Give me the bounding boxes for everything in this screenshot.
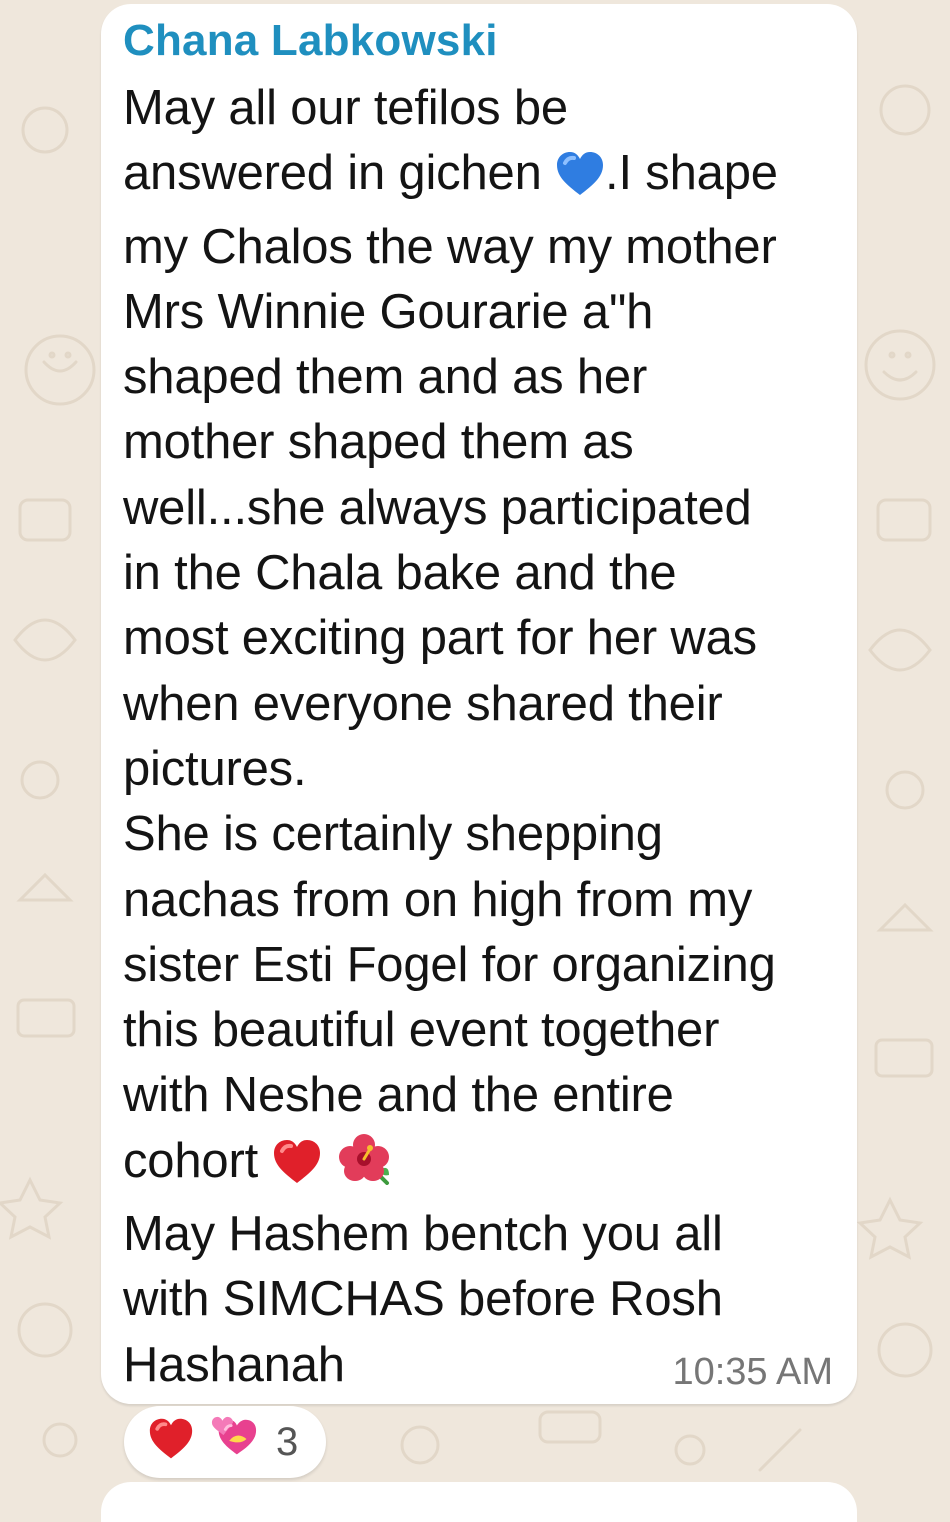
message-text bbox=[123, 76, 835, 1398]
message-line: Mrs Winnie Gourarie a"h bbox=[123, 284, 654, 339]
message-line bbox=[123, 141, 835, 214]
message-line: well...she always participated bbox=[123, 480, 752, 535]
message-line bbox=[123, 1129, 835, 1202]
message-line-segment: cohort bbox=[123, 1133, 258, 1188]
message-line-segment: answered in gichen bbox=[123, 146, 542, 201]
message-line: mother shaped them as bbox=[123, 415, 634, 470]
sender-name[interactable]: Chana Labkowski bbox=[123, 16, 498, 65]
hibiscus-icon bbox=[337, 1133, 391, 1202]
red-heart-icon bbox=[148, 1417, 194, 1466]
blue-heart-icon bbox=[555, 149, 605, 214]
message-line: my Chalos the way my mother bbox=[123, 219, 777, 274]
reactions-pill[interactable] bbox=[124, 1406, 326, 1478]
message-line: with Neshe and the entire bbox=[123, 1068, 674, 1123]
red-heart-icon bbox=[271, 1137, 323, 1202]
message-line: this beautiful event together bbox=[123, 1003, 720, 1058]
message-line: pictures. bbox=[123, 741, 307, 796]
next-message-bubble[interactable] bbox=[101, 1482, 857, 1522]
message-line: May Hashem bentch you all bbox=[123, 1207, 723, 1262]
message-line: Hashanah bbox=[123, 1337, 345, 1392]
message-line: with SIMCHAS before Rosh bbox=[123, 1272, 723, 1327]
message-line-segment: .I shape bbox=[605, 146, 778, 201]
message-line: She is certainly shepping bbox=[123, 807, 663, 862]
reaction-count: 3 bbox=[276, 1420, 299, 1464]
message-timestamp: 10:35 AM bbox=[672, 1351, 833, 1393]
message-line: in the Chala bake and the bbox=[123, 546, 677, 601]
message-line: most exciting part for her was bbox=[123, 611, 757, 666]
heart-with-ribbon-icon bbox=[210, 1415, 258, 1466]
message-line: nachas from on high from my bbox=[123, 872, 753, 927]
message-line: sister Esti Fogel for organizing bbox=[123, 937, 776, 992]
message-line: shaped them and as her bbox=[123, 350, 648, 405]
message-line: when everyone shared their bbox=[123, 676, 723, 731]
message-line: May all our tefilos be bbox=[123, 81, 568, 135]
message-bubble[interactable] bbox=[101, 4, 857, 1404]
